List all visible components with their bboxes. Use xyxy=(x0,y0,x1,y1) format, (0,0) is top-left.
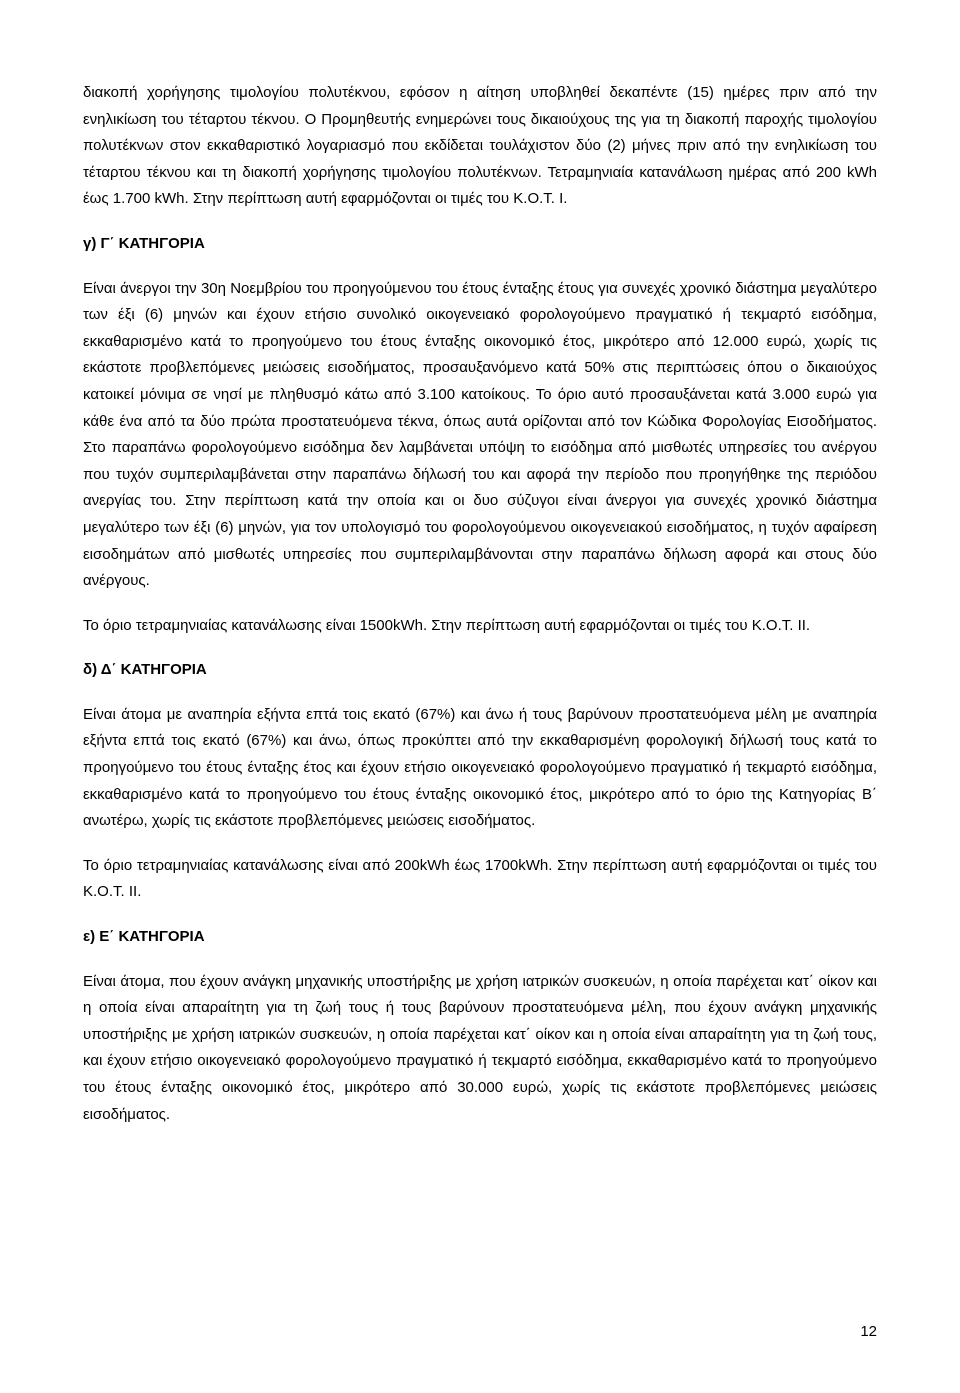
intro-paragraph: διακοπή χορήγησης τιμολογίου πολυτέκνου, εφόσον η αίτηση υποβληθεί δεκαπέντε (15) ημέρες πριν από την ενηλικίωση του τέταρτου τέκνου. Ο Προμηθευτής ενημερώνει τους δικαιούχους της για τη διακοπή παροχής τιμολογίου πολυτέκνων στον εκκαθαριστικό λογαριασμό που εκδίδεται τουλάχιστον δύο (2) μήνες πριν από την ενηλικίωση του τέταρτου τέκνου και τη διακοπή χορήγησης τιμολογίου πολυτέκνων. Τετραμηνιαία κατανάλωση ημέρας από 200 kWh έως 1.700 kWh. Στην περίπτωση αυτή εφαρμόζονται οι τιμές του Κ.Ο.Τ. Ι. xyxy=(83,84,877,208)
category-e-body: Είναι άτομα, που έχουν ανάγκη μηχανικής υποστήριξης με χρήση ιατρικών συσκευών, η οποία παρέχεται κατ΄ οίκον και η οποία είναι απαραίτητη για τη ζωή τους ή τους βαρύνουν προστατευόμενα μέλη, που έχουν ανάγκη μηχανικής υποστήριξης με χρήση ιατρικών συσκευών, η οποία παρέχεται κατ΄ οίκον και η οποία είναι απαραίτητη για τη ζωή τους, και έχουν ετήσιο οικογενειακό φορολογούμενο πραγματικό ή τεκμαρτό εισόδημα, εκκαθαρισμένο κατά το προηγούμενο του έτους ένταξης οικονομικό έτος, μικρότερο από 30.000 ευρώ, χωρίς τις εκάστοτε προβλεπόμενες μειώσεις εισοδήματος. xyxy=(83,972,877,1123)
category-e-heading: ε) Ε΄ ΚΑΤΗΓΟΡΙΑ xyxy=(83,928,205,946)
page-number: 12 xyxy=(860,1323,877,1340)
category-g-limit: Το όριο τετραμηνιαίας κατανάλωσης είναι 1500kWh. Στην περίπτωση αυτή εφαρμόζονται οι τιμές του Κ.Ο.Τ. ΙΙ. xyxy=(83,616,811,634)
category-g-heading: γ) Γ΄ ΚΑΤΗΓΟΡΙΑ xyxy=(83,234,205,252)
document-page xyxy=(83,80,877,1146)
category-d-heading: δ) Δ΄ ΚΑΤΗΓΟΡΙΑ xyxy=(83,661,207,679)
category-d-limit: Το όριο τετραμηνιαίας κατανάλωσης είναι από 200kWh έως 1700kWh. Στην περίπτωση αυτή εφαρμόζονται οι τιμές του Κ.Ο.Τ. ΙΙ. xyxy=(83,856,877,901)
category-g-body: Είναι άνεργοι την 30η Νοεμβρίου του προηγούμενου του έτους ένταξης έτους για συνεχές χρονικό διάστημα μεγαλύτερο των έξι (6) μηνών και έχουν ετήσιο συνολικό οικογενειακό φορολογούμενο πραγματικό ή τεκμαρτό εισόδημα, εκκαθαρισμένο κατά το προηγούμενο του έτους ένταξης οικονομικό έτος, μικρότερο από 12.000 ευρώ, χωρίς τις εκάστοτε προβλεπόμενες μειώσεις εισοδήματος, προσαυξανόμενο κατά 50% στις περιπτώσεις όπου ο δικαιούχος κατοικεί μόνιμα σε νησί με πληθυσμό κάτω από 3.100 κατοίκους. Το όριο αυτό προσαυξάνεται κατά 3.000 ευρώ για κάθε ένα από τα δύο πρώτα προστατευόμενα τέκνα, όπως αυτά ορίζονται από τον Κώδικα Φορολογίας Εισοδήματος. Στο παραπάνω φορολογούμενο εισόδημα δεν λαμβάνεται υπόψη το εισόδημα από μισθωτές υπηρεσίες του ανέργου που τυχόν συμπεριλαμβάνεται στην παραπάνω δήλωσή του και αφορά την περίοδο που προηγήθηκε της περιόδου ανεργίας του. Στην περίπτωση κατά την οποία και οι δυο σύζυγοι είναι άνεργοι για συνεχές χρονικό διάστημα μεγαλύτερο των έξι (6) μηνών, για τον υπολογισμό του φορολογούμενου οικογενειακού εισοδήματος, η τυχόν αφαίρεση εισοδημάτων από μισθωτές υπηρεσίες που συμπεριλαμβάνονται στην παραπάνω δήλωση αφορά και στους δύο ανέργους. xyxy=(83,279,877,590)
category-d-body: Είναι άτομα με αναπηρία εξήντα επτά τοις εκατό (67%) και άνω ή τους βαρύνουν προστατευόμενα μέλη με αναπηρία εξήντα επτά τοις εκατό (67%) και άνω, όπως προκύπτει από την εκκαθαρισμένη φορολογική δήλωσή τους κατά το προηγούμενο του έτους ένταξης έτος και έχουν ετήσιο οικογενειακό φορολογούμενο πραγματικό ή τεκμαρτό εισόδημα, εκκαθαρισμένο κατά το προηγούμενο του έτους ένταξης οικονομικό έτος, μικρότερο από το όριο της Κατηγορίας Β΄ ανωτέρω, χωρίς τις εκάστοτε προβλεπόμενες μειώσεις εισοδήματος. xyxy=(83,705,877,830)
